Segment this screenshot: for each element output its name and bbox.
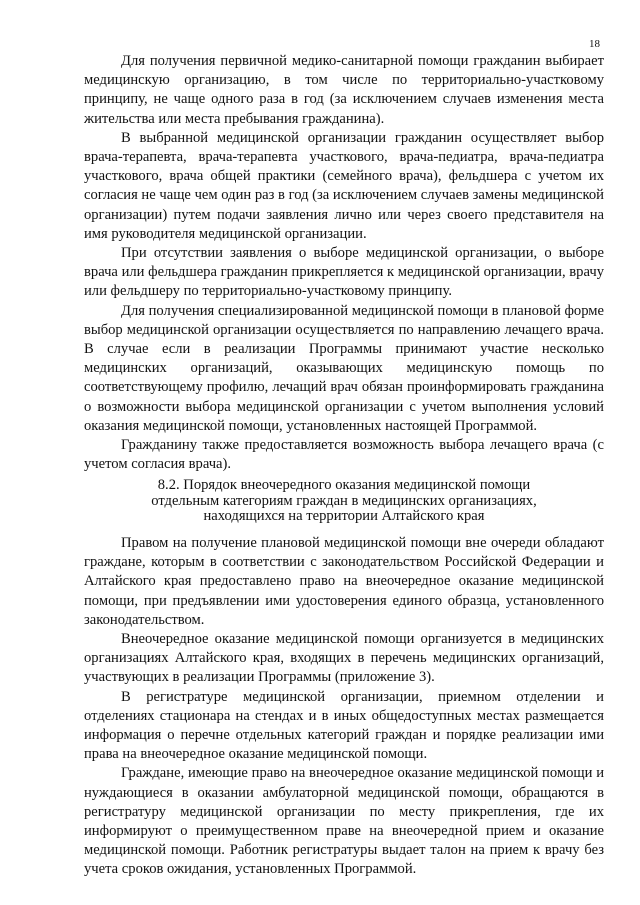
paragraph: Правом на получение плановой медицинской помощи вне очереди обладают граждане, которым в соответствии с законодательством Российской Федерации и Алтайского края предоставлено право на внеочередное оказание медицинской помощи, при предъявлении ими удостоверения единого образца, установленного законодательством. — [84, 535, 604, 628]
page-number: 18 — [589, 38, 600, 50]
text-section-patient-choice — [84, 52, 604, 474]
paragraph: Внеочередное оказание медицинской помощи организуется в медицинских организациях Алтайского края, входящих в перечень медицинских организаций, участвующих в реализации Программы (приложение 3). — [84, 631, 604, 686]
heading-line: 8.2. Порядок внеочередного оказания медицинской помощи — [157, 477, 531, 493]
text-section-priority-care — [84, 534, 604, 880]
paragraph: При отсутствии заявления о выборе медицинской организации, о выборе врача или фельдшера гражданин прикрепляется к медицинской организации, врачу или фельдшеру по территориально-участковому принципу. — [84, 245, 604, 300]
paragraph: Для получения специализированной медицинской помощи в плановой форме выбор медицинской организации осуществляется по направлению лечащего врача. В случае если в реализации Программы принимают участие несколько медицинских организаций, оказывающих медицинскую помощь по соответствующему профилю, лечащий врач обязан проинформировать гражданина о возможности выбора медицинской организации с учетом выполнения условий оказания медицинской помощи, установленных настоящей Программой. — [84, 302, 604, 434]
heading-line: отдельным категориям граждан в медицинских организациях, — [151, 492, 537, 509]
section-heading — [84, 478, 604, 525]
paragraph: Для получения первичной медико-санитарной помощи гражданин выбирает медицинскую организацию, в том числе по территориально-участковому принципу, не чаще одного раза в год (за исключением случаев изменения места жительства или места пребывания гражданина). — [84, 53, 604, 127]
paragraph: В регистратуре медицинской организации, приемном отделении и отделениях стационара на стендах и в иных общедоступных местах размещается информация о перечне отдельных категорий граждан и порядке реализации ими права на внеочередное оказание медицинской помощи. — [84, 688, 604, 763]
heading-line: находящихся на территории Алтайского края — [203, 508, 485, 524]
paragraph: Граждане, имеющие право на внеочередное оказание медицинской помощи и нуждающиеся в оказании амбулаторной медицинской помощи, обращаются в регистратуру медицинской организации по месту прикрепления, где их информируют о преимущественном праве на внеочередной прием и оказание медицинской помощи. Работник регистратуры выдает талон на прием к врачу без учета сроков ожидания, установленных Программой. — [84, 765, 604, 878]
paragraph: В выбранной медицинской организации гражданин осуществляет выбор врача-терапевта, врача-терапевта участкового, врача-педиатра, врача-педиатра участкового, врача общей практики (семейного врача), фельдшера с учетом их согласия не чаще чем один раз в год (за исключением случаев замены медицинской организации) путем подачи заявления лично или через своего представителя на имя руководителя медицинской организации. — [84, 129, 604, 242]
paragraph: Гражданину также предоставляется возможность выбора лечащего врача (с учетом согласия врача). — [84, 437, 604, 473]
